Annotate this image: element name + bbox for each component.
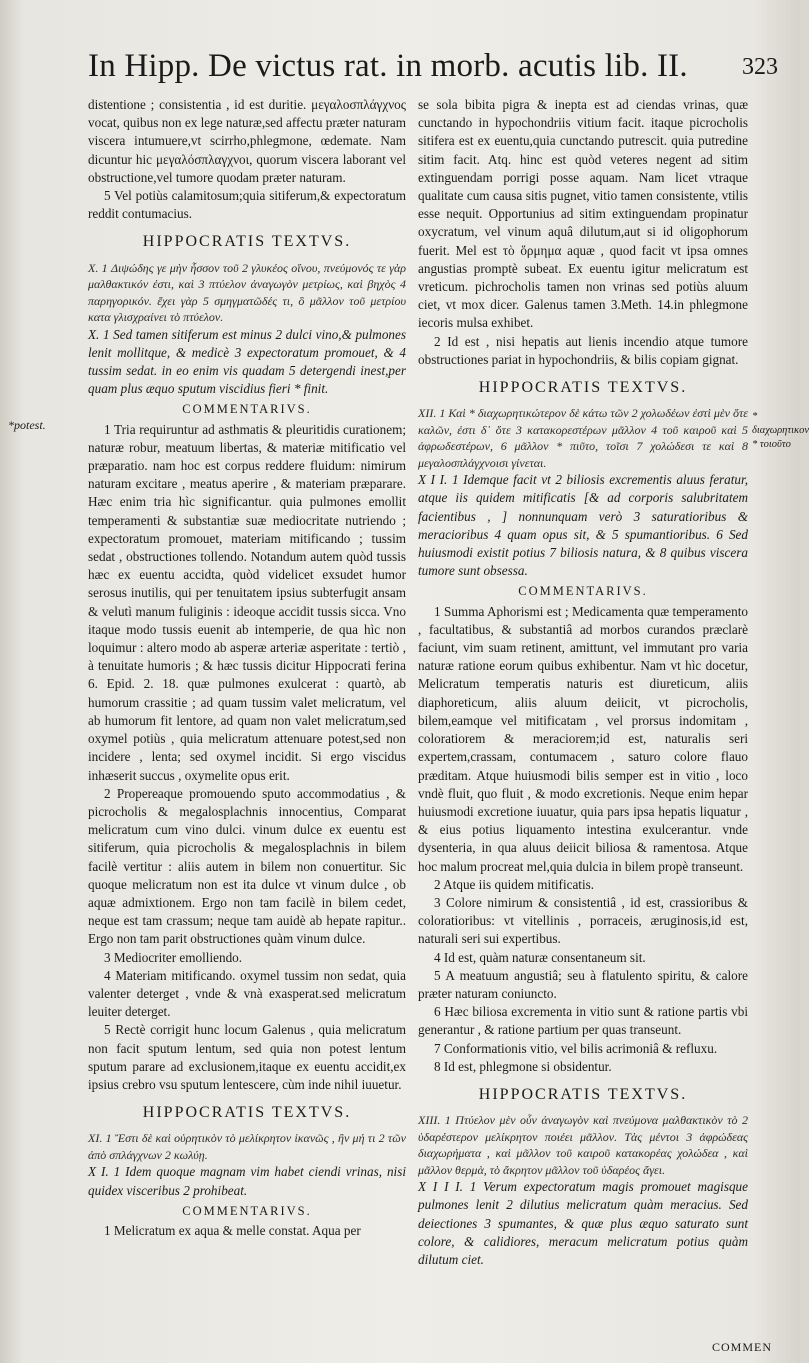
right-note-block: 8 Id est, phlegmone si obsidentur. [434,1058,612,1074]
left-note-block: 3 Mediocriter emolliendo. [104,949,243,965]
right-note-block: 7 Conformationis vitio, vel bilis acrimoniâ & refluxu. [434,1040,718,1056]
left-italic-block: X I. 1 Idem quoque magnam vim habet ciendi vrinas, nisi quidex visceribus 2 prohibeat. [88,1164,406,1198]
right-greek-block: XIII. 1 Πτύελον μὲν οὖν ἀναγωγὸν καὶ πνεύμονα μαλθακτικὸν τὸ 2 ὑδαρέστερον μελίκρητον ποιέει μᾶλλον. Τὰς μέντοι 3 ἀφρώδεας διαχωρήματα , καὶ μᾶλλον τοῦ καιροῦ κατακορέας χολώδεα , καὶ μᾶλλον θερμὰ, τὸ ἄκρητον μᾶλλον τοῦ ὑδαρέος ἄγει. [418,1113,748,1177]
margin-note-right: * διαχωρητικον * τοιοῦτο [752,411,809,450]
right-greek-block: XII. 1 Καὶ * διαχωρητικώτερον δὲ κάτω τῶν 2 χολωδέων ἐστὶ μὲν ὅτε καλῶν, ἐστι δ᾽ ὅτε 3 κατακορεστέρων μᾶλλον 4 τοῦ καιροῦ καὶ 5 ἀφρωδεστέρων, 6 μᾶλλον * πιῦτο, τοῖσι 7 χολώδεσι τε καὶ 8 μεγαλοσπλάγχνοισι γίνεται. [418,406,748,470]
right-text-block: se sola bibita pigra & inepta est ad ciendas vrinas, quæ cunctando in hypochondriis vitium facit. itaque picrocholis sitifera est ex euentu,quia cunctando putrescit. quia putredine sitim facit. Atq. hinc est quòd veteres negent ad sitim extinguendam porrigi posse aquam. Nam licet vtraque qualitate cum causa sitis pugnet, vitio tamen consistente, vtilis esse nequit. Opportunius ad sitim extinguendam propinatur oxycratum, vel vinum aquâ dilutum,aut si id oligophorum fuerit. Mel est τὸ ὅρμημα aquæ , quod facit vt ipsa omnes angustias promptè subeat. Ex euentu igitur melicratum est vreticum. pichrocholis tamen non vrinas sed potiùs aluum ciet, vt mox dicer. Galenus tamen 3.Meth. 14.in phlegmone iecoris mulsa exhibet. [418,97,748,331]
right-note-block: 2 Id est , nisi hepatis aut lienis incendio atque tumore obstructiones pariat in hypochondriis, & bilis copiam gignat. [418,333,748,367]
left-text-block: distentione ; consistentia , id est duritie. μεγαλοσπλάγχνος vocat, quibus non ex lege naturæ,sed affectu præter naturam viscera intumuere,vt scirrho,phlegmone, œdemate. Nam dicuntur hic μεγαλόσπλαγχνοι, quorum viscera laborant vel obstructione,vel tumore quodam præter naturam. [88,97,406,185]
right-note-block: 3 Colore nimirum & consistentiâ , id est, crassioribus & coloratioribus: vt vitellinis , porraceis, æruginosis,id est, naturali seri sui expertibus. [418,894,748,947]
margin-note-left: *potest. [8,418,46,432]
right-comm-block: COMMENTARIVS. [518,584,648,599]
running-header [88,48,788,94]
left-note-block: 2 Propereaque promouendo sputo accommodatius , & picrocholis & megalosplachnis innocentius, Comparat melicratum cum vino dulci. vinum dulce ex euentu est sitiferum, quia picrocholis & megalosplachnis in bilem facilè vertitur : aliis autem in bilem non conuertitur. Sic quoque melicratum non est ita dulce vt vinum dulce , ob aquæ admixtionem. Ergo non tam facilè in bilem cedet, neque est tam crassum; neque tam auidè ab hepate rapitur.. Ergo non tam parit obstructiones quàm vinum dulce. [88,785,406,947]
right-note-block: 4 Id est, quàm naturæ consentaneum sit. [434,949,646,965]
left-note-block: 1 Tria requiruntur ad asthmatis & pleuritidis curationem; naturæ robur, meatuum libertas, & materiæ mitificatio vel præparatio. nam hoc est corpus reddere fluidum: nimirum naturam excitare , meatus aperire , & materiam præparare. Hæc enim tria hìc significantur. quia pulmones emollit temperamenti & substantiæ suæ mediocritate nutriendo ; expectoratum promouet, materiam mitificando ; tussim sedat , obstructiones tollendo. Notandum autem quòd tussis hæc ex euentu accidta, quòd videlicet exsudet humor serosus inutilis, qui per tenuitatem ipsius subterfugit ansam & velutì manum fuliginis : ideoque accidit tussis sicca. Vno itaque modo tussis euenit ab intemperie, de qua hìc non loquimur : altero modo ab asperæ arteriæ asperitate : tertiò , à tenuitate humoris ; & hæc tussis dicitur Hippocrati ferina 6. Epid. 2. 18. quæ pulmones exulcerat : quartò, ab humorum crassitie ; ad quam tussim valet melicratum, vel ab humorum fit lentore, ad quam non valet melicratum,sed oxymel potiùs , quia melicratum attenuare potest,sed non incidere , lenta; sed oxymel incidit. Si ergo viscidus inhæserit succus , oxymelite opus erit. [88,421,406,783]
right-italic-block: X I I I. 1 Verum expectoratum magis promouet magisque pulmones lenit 2 dilutius melicratum quàm meracius. Sed deiectiones 3 spumantes, & quæ plus æquo saturato sunt colore, & calidiores, meracum melicratum potius quàm dilutum ciet. [418,1179,748,1267]
right-note-block: 2 Atque iis quidem mitificatis. [434,876,595,892]
left-note-block: 5 Vel potiùs calamitosum;quia sitiferum,& expectoratum reddit contumacius. [88,188,406,222]
running-title: In Hipp. De victus rat. in morb. acutis lib. II. [88,48,688,84]
left-greek-block: XI. 1 Ἔστι δὲ καὶ οὐρητικὸν τὸ μελίκρητον ἱκανῶς , ἢν μή τι 2 τῶν ἀπὸ σπλάγχνων 2 κωλύῃ. [88,1131,406,1162]
left-heading-block: HIPPOCRATIS TEXTVS. [142,233,352,251]
right-heading-block: HIPPOCRATIS TEXTVS. [478,1085,688,1103]
left-italic-block: X. 1 Sed tamen sitiferum est minus 2 dulci vino,& pulmones lenit mollitque, & medicè 3 expectoratum promouet, & 4 tussim sedat. in eo enim vis quadam 5 detergendi inest,per quam plus æquo sputum viscidius fieri * finit. [88,326,406,397]
left-column [88,96,406,1240]
right-note-block: 5 A meatuum angustiâ; seu à flatulento spiritu, & calore præter naturam coniuncto. [418,967,748,1001]
page-number: 323 [742,54,778,80]
right-italic-block: X I I. 1 Idemque facit vt 2 biliosis excrementis aluus feratur, atque iis quidem mitificatis [& ad corporis salubritatem facientibus , ] nonnunquam verò 3 saturatioribus & meracioribus 4 quam opus sit, & 5 spumantioribus. 6 Sed huiusmodi existit potius 7 biliosis natura, & 8 quibus viscera tumore sunt obsessa. [418,472,748,579]
left-note-block: 5 Rectè corrigit hunc locum Galenus , quia melicratum non facit sputum lentum, sed quia non potest lentum sputum parare ad exclusionem,itaque ex euentu accidit,ex ipsius crebro vsu sputum lentescere, cùm inde nihil iuuetur. [88,1022,406,1092]
right-heading-block: HIPPOCRATIS TEXTVS. [478,379,688,397]
left-comm-block: COMMENTARIVS. [182,1203,312,1218]
right-note-block: 1 Summa Aphorismi est ; Medicamenta quæ temperamento , facultatibus, & substantiâ ad morbos curandos præclarè faciunt, vim suam retinent, amittunt, vel immutant pro varia naturæ ratione eorum quibus exhibentur. Nam vt hìc docetur, Melicratum temperatis naturis est diureticum, aliis diaphoreticum, aliis aluum deiicit, vt picrocholis, bilem,eamque vel mitificatam , vel prorsus indomitam , coloratiorem & meraciorem;id est, naturalis seri expertem,crassam, contumacem , saturo colore flauo præditam. Atque huiusmodi bilis semper est in vitio , loco vndè fluit, quo fluit , & modo excretionis. Neque enim hepar huiusmodi excretione iuuatur, quia pars ipsa hepatis liquatur , & eius potius liquamento intestina exulcerantur. vnde dysenteria, in qua aluus deiicit biliosa & ramentosa. Atque hoc malum procreat mel,quia dulcia in bilem propè transeunt. [418,603,748,874]
left-note-block: 4 Materiam mitificando. oxymel tussim non sedat, quia valenter deterget , vnde & vnà exasperat.sed melicratum leuiter deterget. [88,967,406,1020]
left-heading-block: HIPPOCRATIS TEXTVS. [142,1104,352,1122]
left-comm-block: COMMENTARIVS. [182,402,312,417]
left-note-block: 1 Melicratum ex aqua & melle constat. Aqua per [104,1222,361,1238]
catchword: COMMEN [711,1340,772,1354]
right-note-block: 6 Hæc biliosa excrementa in vitio sunt & ratione partis vbi generantur , & ratione partium per quas transeunt. [418,1004,748,1038]
right-column [418,96,748,1269]
left-greek-block: X. 1 Διψώδης γε μὴν ἧσσον τοῦ 2 γλυκέος οἴνου, πνεύμονός τε γὰρ μαλθακτικόν ἐστι, καὶ 3 πτύελον ἀναγωγὸν μετρίως, καὶ βηχὸς 4 παρηγορικόν. ἔχει γὰρ 5 σμηγματῶδές τι, ὃ μᾶλλον τοῦ μετρίου κατα γλισχραίνει τὸ πτύελον. [88,260,406,325]
